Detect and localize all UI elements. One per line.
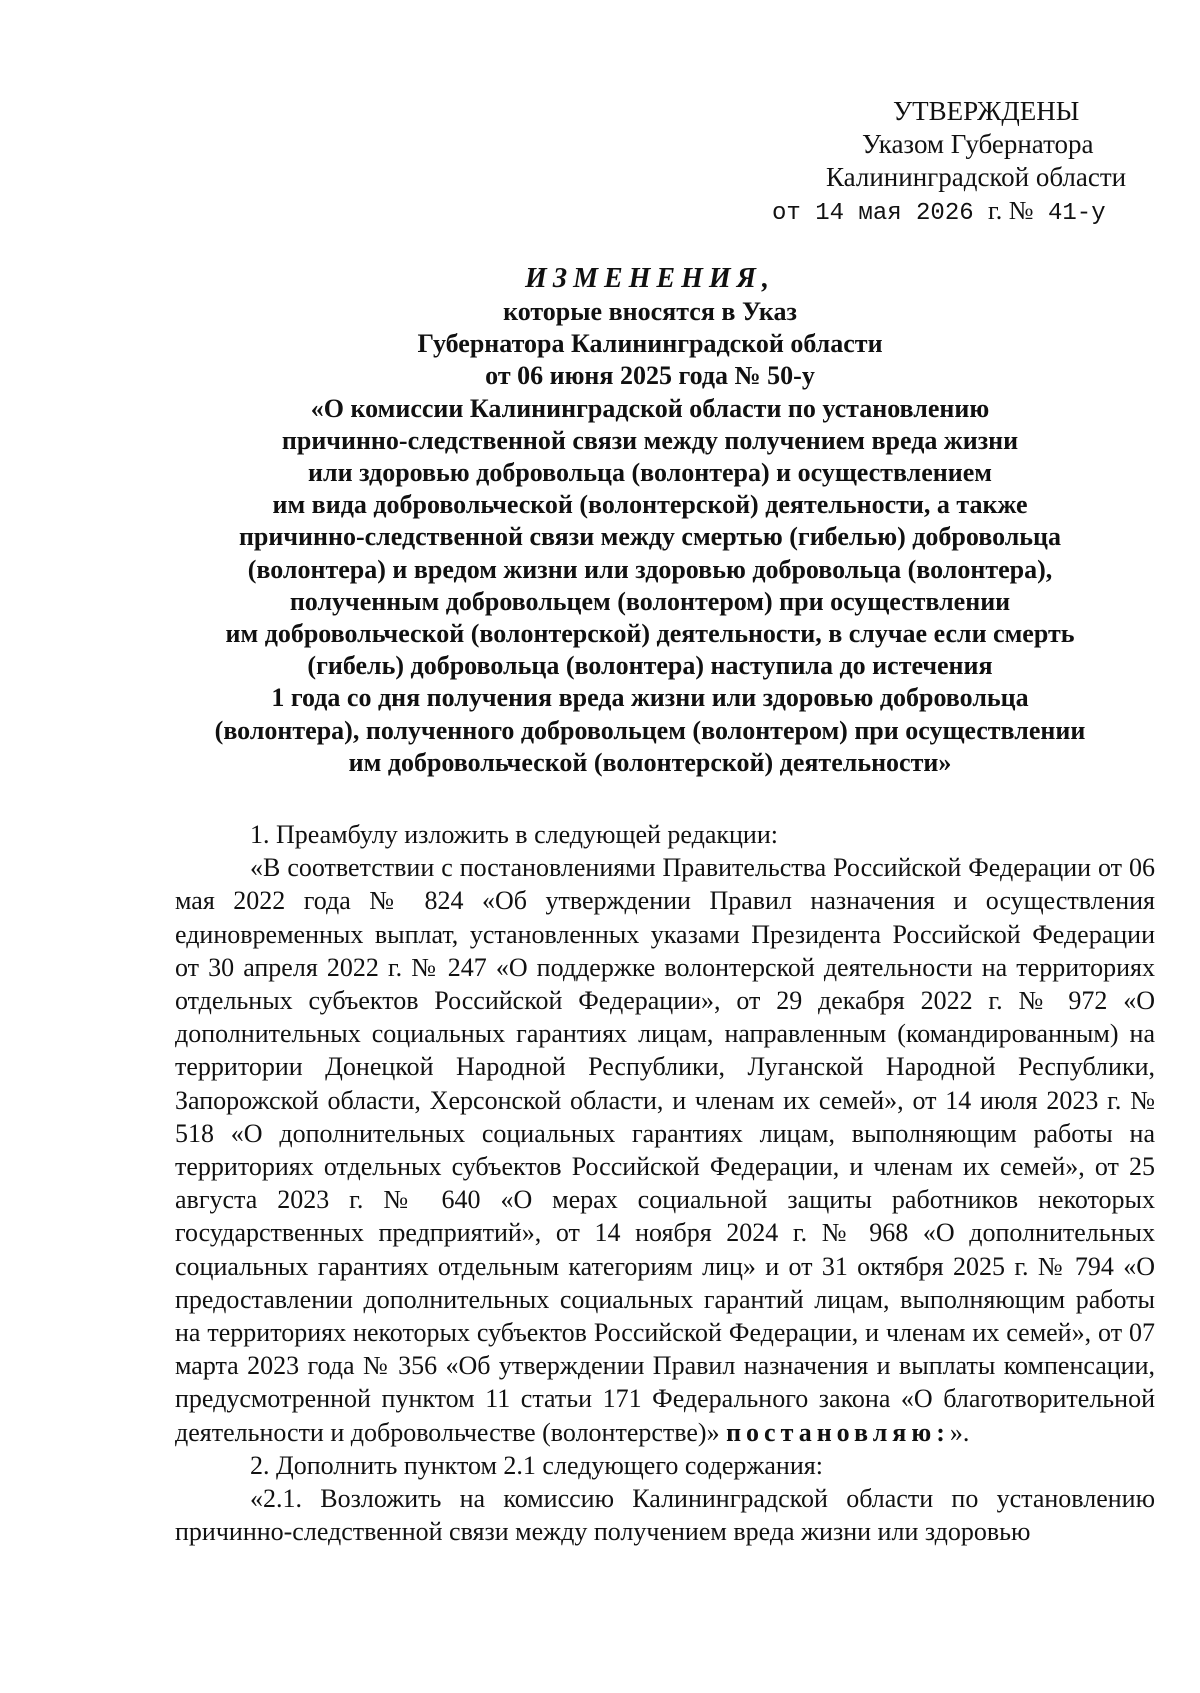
approval-by: Указом Губернатора [862,129,1094,159]
heading-line: «О комиссии Калининградской области по установлению [310,393,990,423]
heading-line: которые вносятся в Указ [503,297,797,326]
paragraph-2-text: «В соответствии с постановлениями Правительства Российской Федерации от 06 мая 2022 года № 824 «Об утверждении Правил назначения и осуществления единовременных выплат, установленных указами Президента Российской Федерации от 30 апреля 2022 г. № 247 «О поддержке волонтерской деятельности на территориях отдельных субъектов Российской Федерации», от 29 декабря 2022 г. № 972 «О дополнительных социальных гарантиях лицам, направленным (командированным) на территории Донецкой Народной Республики, Луганской Народной Республики, Запорожской области, Херсонской области, и членам их семей», от 14 июля 2023 г. № 518 «О дополнительных социальных гарантиях лицам, выполняющим работы на территориях отдельных субъектов Российской Федерации, и членам их семей», от 25 августа 2023 г. № 640 «О мерах социальной защиты работников некоторых государственных предприятий», от 14 ноября 2024 г. № 968 «О дополнительных социальных гарантиях отдельным категориям лиц» и от 31 октября 2025 г. № 794 «О предоставлении дополнительных социальных гарантий лицам, выполняющим работы на территориях некоторых субъектов Российской Федерации, и членам их семей», от 07 марта 2023 года № 356 «Об утверждении Правил назначения и выплаты компенсации, предусмотренной пунктом 11 статьи 171 Федерального закона «О благотворительной деятельности и добровольчестве (волонтерстве)» [175,853,1155,1447]
heading-line: (волонтера), полученного добровольцем (волонтером) при осуществлении [214,715,1086,745]
approval-number-label: г. № [988,196,1034,225]
heading-line: им добровольческой (волонтерской) деятельности» [348,747,952,777]
heading-line: Губернатора Калининградской области [417,329,883,359]
heading-line: (гибель) добровольца (волонтера) наступила до истечения [307,651,993,681]
heading-line: причинно-следственной связи между получением вреда жизни [281,425,1019,455]
heading-line: 1 года со дня получения вреда жизни или здоровью добровольца [271,683,1029,713]
approval-region: Калининградской области [826,162,1127,192]
paragraph-2-end: ». [949,1417,970,1447]
heading-line: (волонтера) и вредом жизни или здоровью добровольца (волонтера), [247,554,1053,584]
document-title: ИЗМЕНЕНИЯ, [525,263,775,294]
heading-line: им добровольческой (волонтерской) деятельности, в случае если смерть [225,619,1075,649]
heading-line: или здоровью добровольца (волонтера) и осуществлением [308,458,992,488]
resolve-word: постановляю: [726,1417,950,1447]
heading-line: от 06 июня 2025 года № 50-у [485,361,815,391]
paragraph-1: 1. Преамбулу изложить в следующей редакции: [250,820,778,849]
paragraph-4: «2.1. Возложить на комиссию Калининградской области по установлению причинно-следственной связи между получением вреда жизни или здоровью [175,1484,1155,1547]
heading-line: причинно-следственной связи между смертью (гибелью) добровольца [238,522,1062,552]
paragraph-3: 2. Дополнить пунктом 2.1 следующего содержания: [250,1450,823,1480]
approval-number: 41-у [1048,200,1106,227]
paragraph-2 [175,851,1155,1449]
approval-status: УТВЕРЖДЕНЫ [893,96,1080,126]
document-heading [170,262,1130,779]
document-body [175,818,1155,1548]
approval-date-number [772,194,1106,230]
heading-line: им вида добровольческой (волонтерской) деятельности, а также [272,490,1028,520]
approval-date: от 14 мая 2026 [772,200,974,227]
approval-block [0,95,1200,225]
heading-line: полученным добровольцем (волонтером) при осуществлении [289,586,1011,616]
